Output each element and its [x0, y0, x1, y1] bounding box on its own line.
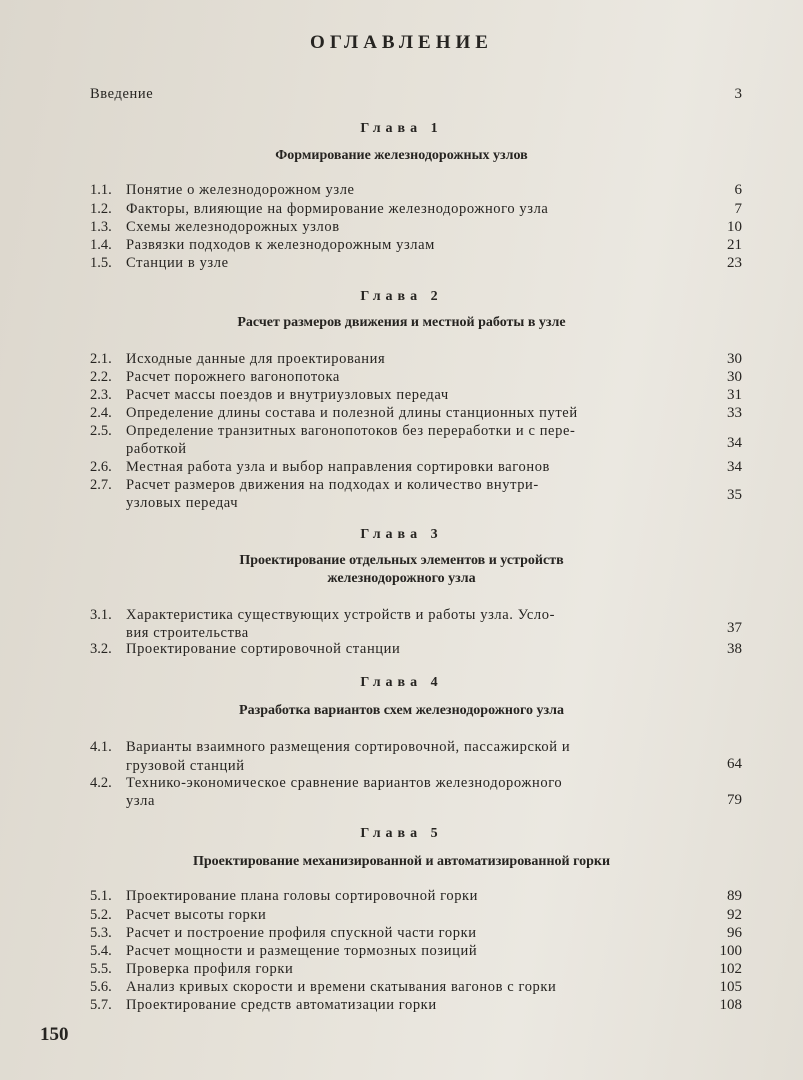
entry-text: Определение транзитных вагонопотоков без переработки и с пере- — [126, 423, 576, 439]
toc-entry — [90, 349, 742, 369]
entry-number: 3.1. — [90, 607, 112, 623]
entry-text: Варианты взаимного размещения сортировочной, пассажирской и — [126, 739, 571, 755]
chapter-title: Проектирование отдельных элементов и устройств — [239, 553, 564, 568]
entry-number: 2.7. — [90, 477, 112, 493]
entry-number: 1.4. — [90, 237, 112, 253]
entry-page: 30 — [727, 351, 742, 367]
entry-page: 3 — [734, 86, 742, 102]
toc-entry — [90, 235, 742, 255]
entry-number: 5.6. — [90, 979, 112, 995]
entry-page: 35 — [727, 487, 742, 503]
entry-text: Расчет и построение профиля спускной части горки — [126, 925, 477, 941]
entry-number: 1.3. — [90, 219, 112, 235]
toc-entry — [90, 385, 742, 405]
entry-page: 64 — [727, 756, 742, 772]
entry-page: 33 — [727, 405, 742, 421]
entry-number: 5.4. — [90, 943, 112, 959]
entry-text: Проектирование плана головы сортировочной горки — [126, 888, 479, 904]
toc-entry — [90, 639, 742, 659]
chapter-title: Проектирование механизированной и автоматизированной горки — [192, 854, 611, 869]
toc-entry — [90, 977, 742, 997]
entry-number: 2.5. — [90, 423, 112, 439]
entry-page: 37 — [727, 620, 742, 636]
entry-text-continued: узловых передач — [126, 495, 239, 511]
entry-page: 7 — [734, 201, 742, 217]
chapter-label: Глава 5 — [360, 826, 443, 841]
toc-entry — [90, 959, 742, 979]
toc-entry — [90, 253, 742, 273]
entry-page: 38 — [727, 641, 742, 657]
entry-text: Определение длины состава и полезной длины станционных путей — [126, 405, 578, 421]
entry-number: 1.5. — [90, 255, 112, 271]
entry-text: Анализ кривых скорости и времени скатывания вагонов с горки — [126, 979, 557, 995]
entry-page: 10 — [727, 219, 742, 235]
entry-number: 1.1. — [90, 182, 112, 198]
entry-page: 31 — [727, 387, 742, 403]
entry-number: 1.2. — [90, 201, 112, 217]
entry-text: Станции в узле — [126, 255, 229, 271]
chapter-title-line-2: железнодорожного узла — [327, 571, 476, 586]
entry-page: 30 — [727, 369, 742, 385]
entry-page: 6 — [734, 182, 742, 198]
entry-text: Проверка профиля горки — [126, 961, 294, 977]
entry-number: 5.3. — [90, 925, 112, 941]
toc-entry — [90, 199, 742, 219]
toc-entry-page-row — [90, 754, 742, 774]
entry-page: 23 — [727, 255, 742, 271]
entry-number: 4.1. — [90, 739, 112, 755]
entry-page: 34 — [727, 435, 742, 451]
chapter-label: Глава 3 — [360, 527, 443, 542]
entry-number: 2.4. — [90, 405, 112, 421]
toc-entry-page-row — [90, 790, 742, 810]
chapter-title: Разработка вариантов схем железнодорожного узла — [239, 703, 564, 718]
entry-number: 2.3. — [90, 387, 112, 403]
entry-page: 79 — [727, 792, 742, 808]
entry-text-continued: узла — [126, 793, 156, 809]
toc-entry — [90, 457, 742, 477]
entry-text: Проектирование средств автоматизации горки — [126, 997, 437, 1013]
toc-title: ОГЛАВЛЕНИЕ — [310, 32, 493, 53]
entry-number: 2.6. — [90, 459, 112, 475]
toc-entry — [90, 923, 742, 943]
entry-text-continued: вия строительства — [126, 625, 249, 641]
entry-text: Местная работа узла и выбор направления сортировки вагонов — [126, 459, 550, 475]
entry-page: 105 — [719, 979, 742, 995]
toc-entry — [90, 217, 742, 237]
entry-text: Проектирование сортировочной станции — [126, 641, 401, 657]
entry-text-continued: грузовой станций — [126, 758, 245, 774]
entry-number: 5.7. — [90, 997, 112, 1013]
entry-text: Схемы железнодорожных узлов — [126, 219, 340, 235]
entry-text: Введение — [90, 86, 154, 102]
toc-entry — [90, 905, 742, 925]
entry-text: Развязки подходов к железнодорожным узлам — [126, 237, 435, 253]
entry-number: 3.2. — [90, 641, 112, 657]
entry-text: Технико-экономическое сравнение вариантов железнодорожного — [126, 775, 563, 791]
toc-entry — [90, 180, 742, 200]
chapter-title: Формирование железнодорожных узлов — [275, 148, 528, 163]
entry-page: 92 — [727, 907, 742, 923]
toc-entry — [90, 995, 742, 1015]
toc-entry-page-row — [90, 618, 742, 638]
entry-page: 102 — [719, 961, 742, 977]
entry-number: 2.1. — [90, 351, 112, 367]
toc-entry — [90, 886, 742, 906]
entry-text-continued: работкой — [126, 441, 187, 457]
entry-page: 34 — [727, 459, 742, 475]
toc-entry — [90, 941, 742, 961]
toc-entry-page-row — [90, 433, 742, 453]
entry-number: 5.2. — [90, 907, 112, 923]
toc-entry — [90, 367, 742, 387]
entry-page: 96 — [727, 925, 742, 941]
entry-text: Расчет размеров движения на подходах и количество внутри- — [126, 477, 539, 493]
chapter-label: Глава 1 — [360, 121, 443, 136]
chapter-label: Глава 2 — [360, 289, 443, 304]
page-number: 150 — [40, 1024, 69, 1045]
entry-number: 4.2. — [90, 775, 112, 791]
entry-text: Факторы, влияющие на формирование железнодорожного узла — [126, 201, 549, 217]
chapter-label: Глава 4 — [360, 675, 443, 690]
entry-text: Исходные данные для проектирования — [126, 351, 386, 367]
toc-entry — [90, 403, 742, 423]
entry-number: 2.2. — [90, 369, 112, 385]
entry-text: Понятие о железнодорожном узле — [126, 182, 355, 198]
entry-text: Расчет мощности и размещение тормозных позиций — [126, 943, 478, 959]
entry-number: 5.5. — [90, 961, 112, 977]
chapter-title: Расчет размеров движения и местной работы в узле — [237, 315, 566, 330]
entry-page: 21 — [727, 237, 742, 253]
entry-text: Расчет высоты горки — [126, 907, 267, 923]
entry-text: Расчет массы поездов и внутриузловых передач — [126, 387, 449, 403]
entry-text: Характеристика существующих устройств и работы узла. Усло- — [126, 607, 555, 623]
toc-entry-page-row — [90, 485, 742, 505]
entry-page: 89 — [727, 888, 742, 904]
entry-number: 5.1. — [90, 888, 112, 904]
toc-entry-intro — [90, 84, 742, 104]
entry-page: 100 — [719, 943, 742, 959]
entry-page: 108 — [719, 997, 742, 1013]
entry-text: Расчет порожнего вагонопотока — [126, 369, 340, 385]
